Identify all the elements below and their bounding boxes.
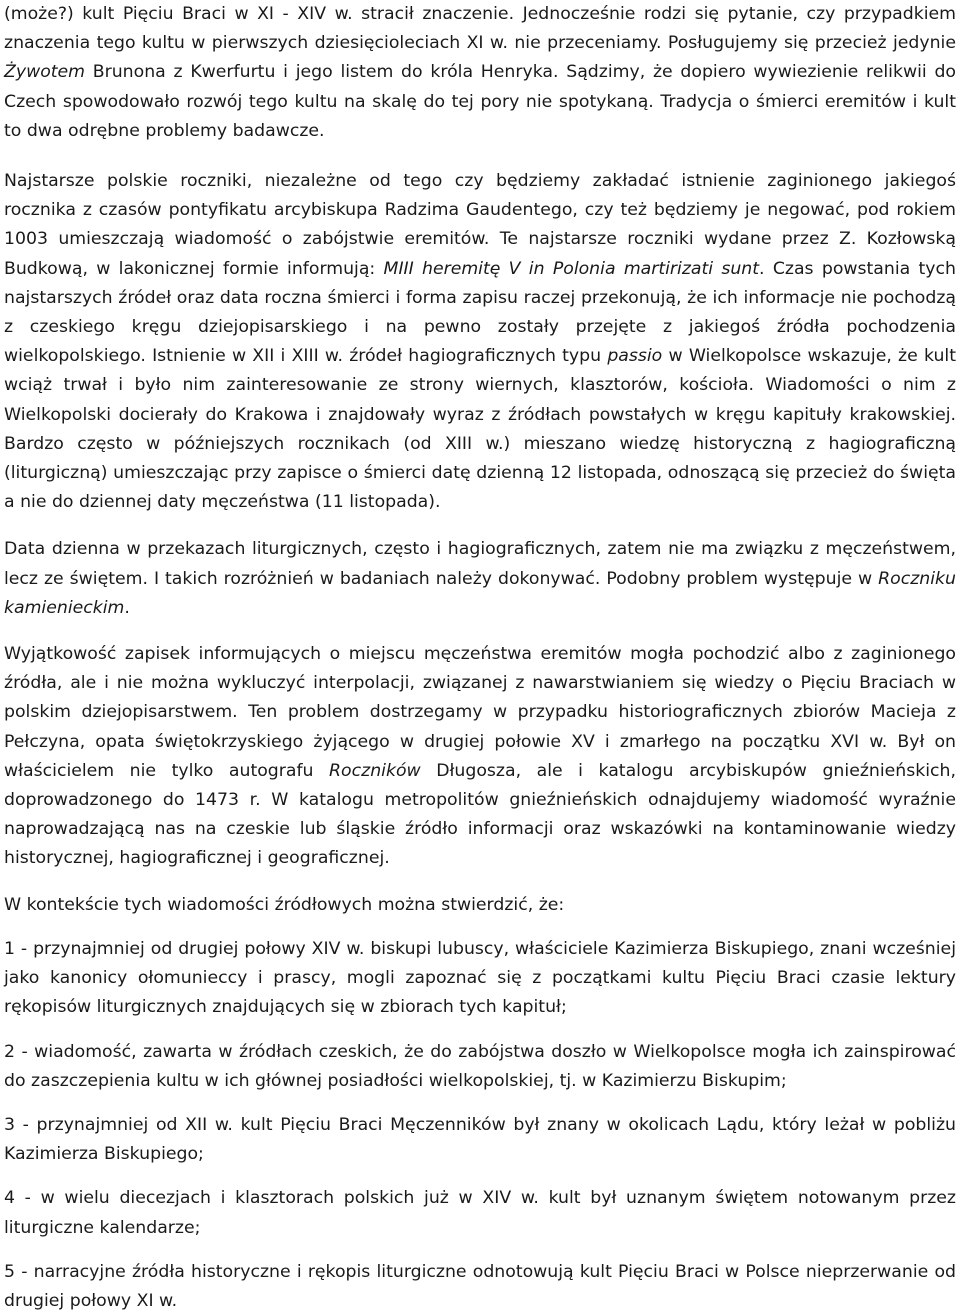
text-run: w Wielkopolsce wskazuje, że kult wciąż trwał i było nim zainteresowanie ze strony wiernych, klasztorów, kościoła. Wiadomości o nim z Wielkopolski docierały do Krakowa i znajdowały wyraz z źródłach powstałych w kręgu kapituły krakowskiej. Bardzo często w późniejszych rocznikach (od XIII w.) mieszano wiedzę historyczną z hagiograficzną (liturgiczną) umieszczając przy zapisce o śmierci datę dzienną 12 listopada, odnoszącą się przecież do święta a nie do dziennej daty męczeństwa (11 listopada).: [4, 346, 956, 513]
list-item-4: [4, 1184, 956, 1242]
text-run: Długosza, ale i katalogu arcybiskupów gnieźnieńskich, doprowadzonego do 1473 r. W katalogu metropolitów gnieźnieńskich odnajdujemy wiadomość wyraźnie naprowadzającą nas na czeskie lub śląskie źródło informacji oraz wskazówki na kontaminowanie wiedzy historycznej, hagiograficznej i geograficznej.: [4, 760, 956, 869]
text-run: Najstarsze polskie roczniki, niezależne od tego czy będziemy zakładać istnienie zaginionego jakiegoś rocznika z czasów pontyfikatu arcybiskupa Radzima Gaudentego, czy też będziemy je negować, pod rokiem 1003 umieszczają wiadomość o zabójstwie eremitów. Te najstarsze roczniki wydane przez Z. Kozłowską Budkową, w lakonicznej formie informują:: [4, 171, 956, 279]
text-run: Data dzienna w przekazach liturgicznych, często i hagiograficznych, zatem nie ma związku z męczeństwem, lecz ze świętem. I takich rozróżnień w badaniach należy dokonywać. Podobny problem występuje w: [4, 539, 956, 589]
list-item-2: [4, 1038, 956, 1096]
list-item-5: [4, 1258, 956, 1316]
list-item-3: [4, 1111, 956, 1169]
text-run: 3 - przynajmniej od XII w. kult Pięciu Braci Męczenników był znany w okolicach Lądu, który leżał w pobliżu Kazimierza Biskupiego;: [4, 1114, 956, 1165]
paragraph-liturgical-date: [4, 535, 956, 623]
text-run: 2 - wiadomość, zawarta w źródłach czeskich, że do zabójstwa doszło w Wielkopolsce mogła ich zainspirować do zaszczepienia kultu w ich głównej posiadłości wielkopolskiej, tj. w Kazimierzu Biskupim;: [4, 1041, 956, 1091]
document-page: [4, 0, 956, 1316]
italic-text: MIII heremitę V in Polonia martirizati sunt: [383, 258, 760, 279]
text-run: 4 - w wielu diecezjach i klasztorach polskich już w XIV w. kult był uznanym świętem notowanym przez liturgiczne kalendarze;: [4, 1188, 956, 1238]
text-run: Wyjątkowość zapisek informujących o miejscu męczeństwa eremitów mogła pochodzić albo z zaginionego źródła, ale i nie można wykluczyć interpolacji, związanej z nawarstwianiem się wiedzy o Pięciu Braciach w polskim dziejopisarstwem. Ten problem dostrzegamy w przypadku historiograficznych zbiorów Macieja z Pełczyna, opata świętokrzyskiego żyjącego w drugiej połowie XV i zmarłego na początku XVI w. Był on właścicielem nie tylko autografu: [4, 644, 956, 781]
italic-text: passio: [607, 346, 663, 367]
paragraph-conclusion-lead: [4, 891, 956, 920]
paragraph-annals: [4, 167, 956, 517]
italic-text: Roczniku kamienieckim: [4, 568, 956, 618]
italic-text: Roczników: [329, 760, 421, 781]
list-item-1: [4, 935, 956, 1023]
text-run: .: [124, 597, 130, 618]
text-run: 1 - przynajmniej od drugiej połowy XIV w. biskupi lubuscy, właściciele Kazimierza Biskupiego, znani wcześniej jako kanonicy ołomunieccy i prascy, mogli zapoznać się z początkami kultu Pięciu Braci czasie lektury rękopisów liturgicznych znajdujących się w zbiorach tych kapituł;: [4, 938, 956, 1018]
text-run: 5 - narracyjne źródła historyczne i rękopis liturgiczne odnotowują kult Pięciu Braci w Polsce nieprzerwanie od drugiej połowy XI w.: [4, 1261, 956, 1311]
text-run: Brunona z Kwerfurtu i jego listem do króla Henryka. Sądzimy, że dopiero wywiezienie relikwii do Czech spowodowało rozwój tego kultu na skalę do tej pory nie spotykaną. Tradycja o śmierci eremitów i kult to dwa odrębne problemy badawcze.: [4, 62, 956, 141]
text-run: (może?) kult Pięciu Braci w XI - XIV w. stracił znaczenie. Jednocześnie rodzi się pytanie, czy przypadkiem znaczenia tego kultu w pierwszych dziesięcioleciach XI w. nie przeceniamy. Posługujemy się przecież jedynie: [4, 4, 956, 54]
paragraph-intro: [4, 0, 956, 146]
italic-text: Żywotem: [4, 62, 86, 83]
text-run: . Czas powstania tych najstarszych źródeł oraz data roczna śmierci i forma zapisu raczej przekonują, że ich informacje nie pochodzą z czeskiego kręgu dziejopisarskiego i na pewno zostały przejęte z jakiegoś źródła pochodzenia wielkopolskiego. Istnienie w XII i XIII w. źródeł hagiograficznych typu: [4, 258, 956, 367]
text-run: W kontekście tych wiadomości źródłowych można stwierdzić, że:: [4, 894, 565, 915]
paragraph-exceptionality: [4, 640, 956, 874]
